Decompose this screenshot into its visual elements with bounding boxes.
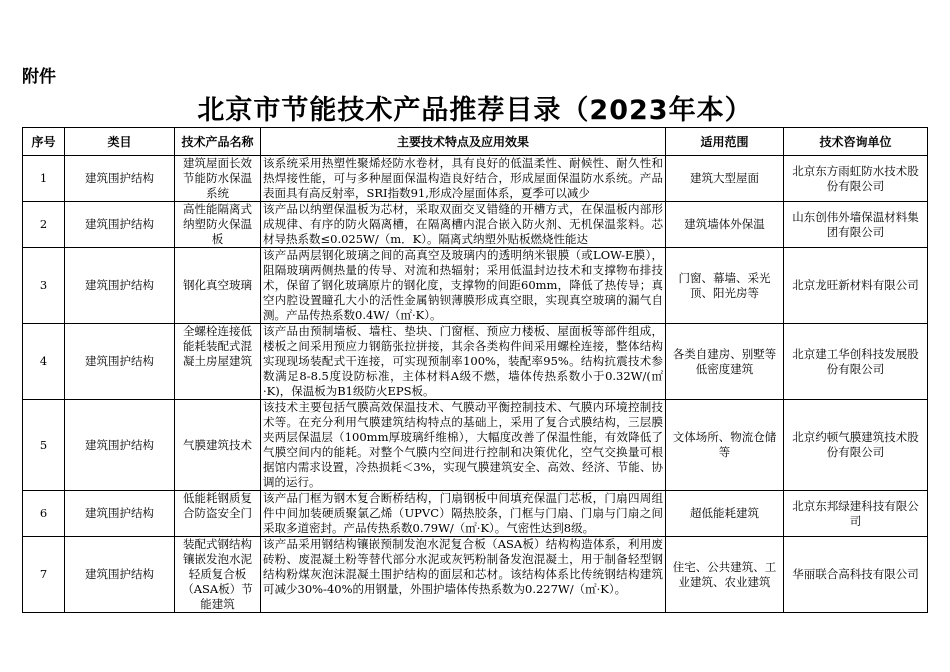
column-header: 技术产品名称 (175, 128, 261, 156)
row-features: 该产品由预制墙板、墙柱、垫块、门窗框、预应力楼板、屋面板等部件组成，楼板之间采用预应力钢筋张拉拼接，其余各类构件间采用螺栓连接，整体结构实现现场装配式干连接，可实现预制率100%，装配率95%。结构抗震技术参数满足8-8.5度设防标准，主体材料A级不燃，墙体传热系数小于0.32W/(㎡·K)，保温板为B1级防火EPS板。 (261, 324, 666, 400)
row-consult-unit: 北京东方雨虹防水技术股份有限公司 (784, 156, 928, 202)
table-row (23, 156, 928, 202)
row-consult-unit: 北京建工华创科技发展股份有限公司 (784, 324, 928, 400)
row-consult-unit: 北京约顿气膜建筑技术股份有限公司 (784, 400, 928, 491)
row-scope: 文体场所、物流仓储等 (666, 400, 784, 491)
row-category: 建筑围护结构 (65, 248, 175, 324)
row-features: 该技术主要包括气膜高效保温技术、气膜动平衡控制技术、气膜内环境控制技术等。在充分利用气膜建筑结构特点的基础上，采用了复合式膜结构，三层膜夹两层保温层（100mm厚玻璃纤维棉），大幅度改善了保温性能，有效降低了气膜空间内的能耗。对整个气膜内空间进行控制和决策优化，空气交换量可根据馆内需求设置，冷热损耗＜3%，实现气膜建筑安全、高效、经济、节能、协调的运行。 (261, 400, 666, 491)
document-title: 北京市节能技术产品推荐目录（2023年本） (197, 95, 753, 126)
row-consult-unit: 北京龙旺新材料有限公司 (784, 248, 928, 324)
column-header: 序号 (23, 128, 65, 156)
row-scope: 门窗、幕墙、采光顶、阳光房等 (666, 248, 784, 324)
row-number: 2 (23, 202, 65, 248)
row-scope: 各类自建房、别墅等低密度建筑 (666, 324, 784, 400)
table-row (23, 324, 928, 400)
row-features: 该产品以纳塑保温板为芯材，采取双面交叉错缝的开槽方式，在保温板内部形成规律、有序的防火隔离槽，在隔离槽内混合嵌入防火剂、无机保温浆料。芯材导热系数≤0.025W/（m．K）。隔离式纳塑外贴板燃烧性能达 (261, 202, 666, 248)
row-category: 建筑围护结构 (65, 491, 175, 537)
column-header: 主要技术特点及应用效果 (261, 128, 666, 156)
row-category: 建筑围护结构 (65, 156, 175, 202)
column-header: 类目 (65, 128, 175, 156)
row-product-name: 全螺栓连接低能耗装配式混凝土房屋建筑 (175, 324, 261, 400)
row-scope: 建筑墙体外保温 (666, 202, 784, 248)
row-product-name: 高性能隔离式纳塑防火保温板 (175, 202, 261, 248)
row-number: 1 (23, 156, 65, 202)
row-features: 该产品门框为钢木复合断桥结构，门扇钢板中间填充保温门芯板，门扇四周组件中间加装硬质聚氯乙烯（UPVC）隔热胶条，门框与门扇、门扇与门扇之间采取多道密封。产品传热系数0.79W/（㎡·K）。气密性达到8级。 (261, 491, 666, 537)
table-header-row (23, 128, 928, 156)
row-number: 4 (23, 324, 65, 400)
row-product-name: 气膜建筑技术 (175, 400, 261, 491)
row-number: 6 (23, 491, 65, 537)
row-features: 该系统采用热塑性聚烯烃防水卷材，具有良好的低温柔性、耐候性、耐久性和热焊接性能，可与多种屋面保温构造良好结合，形成屋面保温防水系统。产品表面具有高反射率，SRI指数91,形成冷屋面体系，夏季可以减少 (261, 156, 666, 202)
row-category: 建筑围护结构 (65, 537, 175, 613)
table-row (23, 400, 928, 491)
table-row (23, 491, 928, 537)
attachment-label: 附件 (22, 67, 56, 87)
row-category: 建筑围护结构 (65, 202, 175, 248)
row-scope: 建筑大型屋面 (666, 156, 784, 202)
row-features: 该产品采用钢结构镶嵌预制发泡水泥复合板（ASA板）结构构造体系，利用废砖粉、废混凝土粉等替代部分水泥或灰钙粉制备发泡混凝土，用于制备轻型钢结构粉煤灰泡沫混凝土围护结构的面层和芯材。该结构体系比传统钢结构建筑可减少30%-40%的用钢量，外围护墙体传热系数为0.227W/（㎡·K）。 (261, 537, 666, 613)
row-product-name: 建筑屋面长效节能防水保温系统 (175, 156, 261, 202)
row-number: 3 (23, 248, 65, 324)
row-scope: 住宅、公共建筑、工业建筑、农业建筑 (666, 537, 784, 613)
row-scope: 超低能耗建筑 (666, 491, 784, 537)
row-product-name: 钢化真空玻璃 (175, 248, 261, 324)
row-category: 建筑围护结构 (65, 324, 175, 400)
row-features: 该产品两层钢化玻璃之间的高真空及玻璃内的透明纳米银膜（或LOW-E膜），阻隔玻璃两侧热量的传导、对流和热辐射；采用低温封边技术和支撑物布排技术，保留了钢化玻璃原片的钢化度，支撑物的间距60mm，降低了热传导；真空内腔设置瞳孔大小的活性金属钠钡薄膜形成真空眼，实现真空玻璃的漏气自测。产品传热系数0.4W/（㎡·K）。 (261, 248, 666, 324)
row-consult-unit: 山东创伟外墙保温材料集团有限公司 (784, 202, 928, 248)
recommendation-table (22, 127, 928, 613)
row-category: 建筑围护结构 (65, 400, 175, 491)
table-row (23, 202, 928, 248)
row-consult-unit: 北京东邦绿建科技有限公司 (784, 491, 928, 537)
row-product-name: 装配式钢结构镶嵌发泡水泥轻质复合板（ASA板）节能建筑 (175, 537, 261, 613)
row-number: 7 (23, 537, 65, 613)
column-header: 适用范围 (666, 128, 784, 156)
row-number: 5 (23, 400, 65, 491)
table-row (23, 248, 928, 324)
row-product-name: 低能耗钢质复合防盗安全门 (175, 491, 261, 537)
column-header: 技术咨询单位 (784, 128, 928, 156)
row-consult-unit: 华丽联合高科技有限公司 (784, 537, 928, 613)
table-row (23, 537, 928, 613)
